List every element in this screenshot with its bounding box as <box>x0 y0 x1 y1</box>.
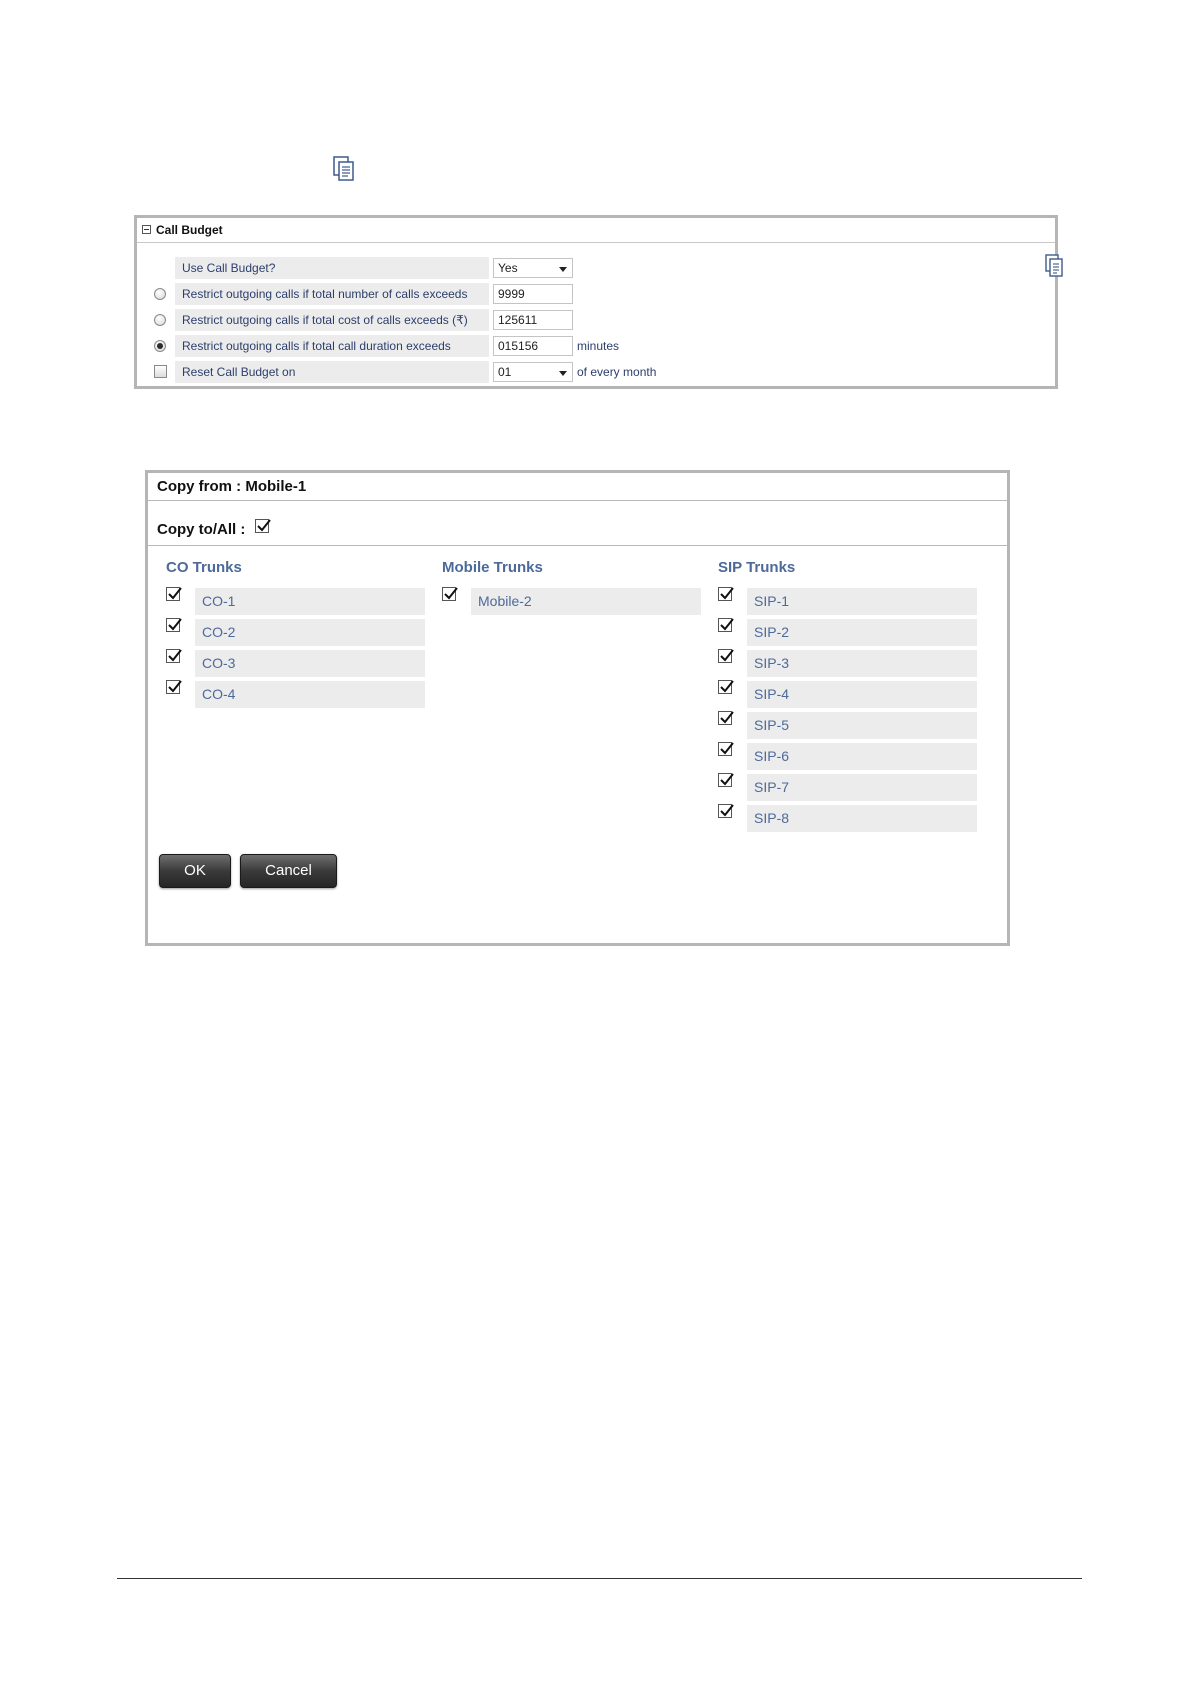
checkmark-icon <box>719 648 735 664</box>
sip-7-checkbox[interactable] <box>718 773 732 787</box>
divider <box>148 500 1007 501</box>
co-2-checkbox[interactable] <box>166 618 180 632</box>
co-trunk-item <box>166 680 436 710</box>
restrict-call-cost-label: Restrict outgoing calls if total cost of calls exceeds (₹) <box>175 309 489 331</box>
reset-day-select[interactable] <box>493 362 573 382</box>
footer-divider <box>117 1578 1082 1579</box>
reset-call-budget-label: Reset Call Budget on <box>175 361 489 383</box>
sip-6-label: SIP-6 <box>747 743 977 770</box>
chevron-down-icon <box>559 267 567 272</box>
sip-4-checkbox[interactable] <box>718 680 732 694</box>
use-call-budget-label: Use Call Budget? <box>175 257 489 279</box>
mobile-trunks-heading: Mobile Trunks <box>442 559 543 576</box>
co-1-checkbox[interactable] <box>166 587 180 601</box>
checkmark-icon <box>167 586 183 602</box>
chevron-down-icon <box>559 371 567 376</box>
sip-2-label: SIP-2 <box>747 619 977 646</box>
sip-4-label: SIP-4 <box>747 681 977 708</box>
sip-trunks-heading: SIP Trunks <box>718 559 796 576</box>
sip-trunk-item <box>718 773 988 803</box>
call-budget-title: Call Budget <box>156 223 223 237</box>
sip-7-label: SIP-7 <box>747 774 977 801</box>
sip-5-label: SIP-5 <box>747 712 977 739</box>
reset-call-budget-checkbox[interactable] <box>154 365 167 378</box>
restrict-call-duration-row <box>137 334 837 358</box>
checkmark-icon <box>256 518 272 534</box>
sip-8-label: SIP-8 <box>747 805 977 832</box>
co-3-label: CO-3 <box>195 650 425 677</box>
reset-day-value: 01 <box>498 365 512 379</box>
co-trunk-item <box>166 649 436 679</box>
mobile-2-label: Mobile-2 <box>471 588 701 615</box>
sip-trunk-item <box>718 711 988 741</box>
sip-trunk-item <box>718 587 988 617</box>
checkmark-icon <box>719 803 735 819</box>
sip-8-checkbox[interactable] <box>718 804 732 818</box>
ok-button[interactable]: OK <box>159 854 231 888</box>
checkmark-icon <box>719 586 735 602</box>
restrict-call-duration-radio[interactable] <box>154 340 166 352</box>
copy-to-all-checkbox[interactable] <box>255 519 269 533</box>
checkmark-icon <box>719 772 735 788</box>
sip-trunk-item <box>718 618 988 648</box>
checkmark-icon <box>719 617 735 633</box>
checkmark-icon <box>167 617 183 633</box>
restrict-call-count-row <box>137 282 837 306</box>
copy-icon <box>333 156 355 182</box>
reset-call-budget-row <box>137 360 837 384</box>
copy-dialog <box>145 470 1010 946</box>
checkmark-icon <box>167 679 183 695</box>
checkmark-icon <box>719 679 735 695</box>
co-trunk-item <box>166 587 436 617</box>
co-4-label: CO-4 <box>195 681 425 708</box>
divider <box>148 545 1007 546</box>
sip-6-checkbox[interactable] <box>718 742 732 756</box>
co-trunk-item <box>166 618 436 648</box>
sip-1-label: SIP-1 <box>747 588 977 615</box>
call-duration-input[interactable] <box>493 336 573 356</box>
cancel-button[interactable]: Cancel <box>240 854 337 888</box>
co-1-label: CO-1 <box>195 588 425 615</box>
restrict-call-count-radio[interactable] <box>154 288 166 300</box>
mobile-2-checkbox[interactable] <box>442 587 456 601</box>
call-cost-value: 125611 <box>498 313 538 327</box>
call-budget-header <box>137 218 1055 243</box>
call-cost-input[interactable] <box>493 310 573 330</box>
sip-trunk-item <box>718 804 988 834</box>
sip-3-label: SIP-3 <box>747 650 977 677</box>
call-count-input[interactable] <box>493 284 573 304</box>
checkmark-icon <box>719 710 735 726</box>
use-call-budget-value: Yes <box>498 261 518 275</box>
reset-day-suffix: of every month <box>577 365 657 379</box>
sip-trunk-item <box>718 649 988 679</box>
call-budget-panel <box>134 215 1058 389</box>
use-call-budget-row <box>137 256 837 280</box>
co-3-checkbox[interactable] <box>166 649 180 663</box>
sip-5-checkbox[interactable] <box>718 711 732 725</box>
copy-to-all-label: Copy to/All : <box>157 521 246 538</box>
checkmark-icon <box>443 586 459 602</box>
co-trunks-heading: CO Trunks <box>166 559 242 576</box>
copy-from-title: Copy from : Mobile-1 <box>157 478 307 495</box>
copy-icon[interactable] <box>1045 254 1063 278</box>
duration-unit: minutes <box>577 339 620 353</box>
mobile-trunk-item <box>442 587 712 617</box>
checkmark-icon <box>167 648 183 664</box>
restrict-call-cost-radio[interactable] <box>154 314 166 326</box>
sip-1-checkbox[interactable] <box>718 587 732 601</box>
call-duration-value: 015156 <box>498 339 539 353</box>
sip-2-checkbox[interactable] <box>718 618 732 632</box>
use-call-budget-select[interactable] <box>493 258 573 278</box>
sip-trunk-item <box>718 742 988 772</box>
minus-box-icon[interactable] <box>142 225 151 234</box>
co-4-checkbox[interactable] <box>166 680 180 694</box>
restrict-call-cost-row <box>137 308 837 332</box>
restrict-call-count-label: Restrict outgoing calls if total number of calls exceeds <box>175 283 489 305</box>
sip-3-checkbox[interactable] <box>718 649 732 663</box>
call-count-value: 9999 <box>498 287 525 301</box>
sip-trunk-item <box>718 680 988 710</box>
co-2-label: CO-2 <box>195 619 425 646</box>
checkmark-icon <box>719 741 735 757</box>
restrict-call-duration-label: Restrict outgoing calls if total call duration exceeds <box>175 335 489 357</box>
